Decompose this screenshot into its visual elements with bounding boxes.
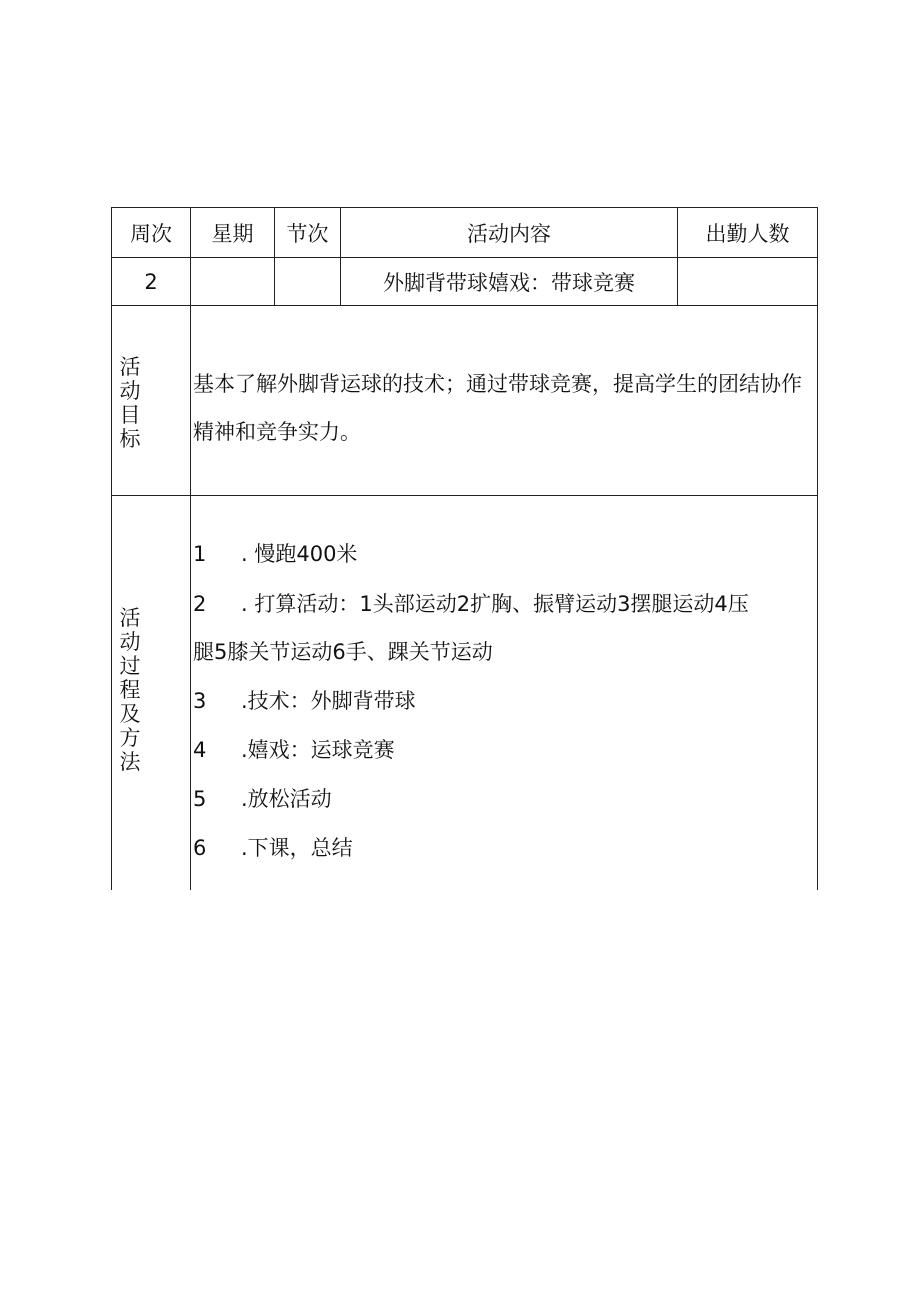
process-item-2-continued	[193, 628, 808, 676]
row-period	[275, 258, 340, 305]
item-number: 5	[193, 787, 207, 811]
item-text: 腿5膝关节运动6手、踝关节运动	[193, 640, 493, 664]
header-content: 活动内容	[467, 221, 551, 246]
item-text: . 打算活动：1头部运动2扩胸、振臂运动3摆腿运动4压	[241, 592, 749, 616]
row-divider	[111, 305, 818, 306]
goal-label: 活动目标	[119, 355, 141, 451]
table-border-left	[111, 207, 112, 890]
process-item-6	[193, 824, 808, 872]
item-text: .下课，总结	[241, 836, 353, 860]
col-divider-1	[190, 207, 191, 890]
item-text: .放松活动	[241, 787, 332, 811]
process-item-1	[193, 530, 808, 578]
header-weekday: 星期	[211, 221, 254, 246]
item-number: 3	[193, 689, 207, 713]
item-number: 2	[193, 592, 207, 616]
process-item-4	[193, 726, 808, 774]
header-period: 节次	[286, 221, 329, 246]
item-text: .技术：外脚背带球	[241, 689, 416, 713]
process-item-5	[193, 775, 808, 823]
header-attendance: 出勤人数	[705, 221, 790, 246]
row-weekday	[191, 258, 274, 305]
row-content: 外脚背带球嬉戏：带球竞赛	[383, 270, 635, 295]
process-label: 活动过程及方法	[119, 606, 141, 774]
item-text: . 慢跑400米	[241, 542, 358, 566]
item-text: .嬉戏：运球竞赛	[241, 738, 395, 762]
goal-text: 基本了解外脚背运球的技术；通过带球竞赛，提高学生的团结协作精神和竞争实力。	[193, 372, 802, 444]
row-week: 2	[144, 269, 158, 294]
item-number: 6	[193, 836, 207, 860]
process-item-2	[193, 580, 808, 628]
row-attendance	[678, 258, 817, 305]
process-item-3	[193, 677, 808, 725]
item-number: 1	[193, 542, 207, 566]
header-week: 周次	[130, 221, 172, 246]
item-number: 4	[193, 738, 207, 762]
goal-divider	[111, 495, 818, 496]
table-border-right	[817, 207, 818, 890]
